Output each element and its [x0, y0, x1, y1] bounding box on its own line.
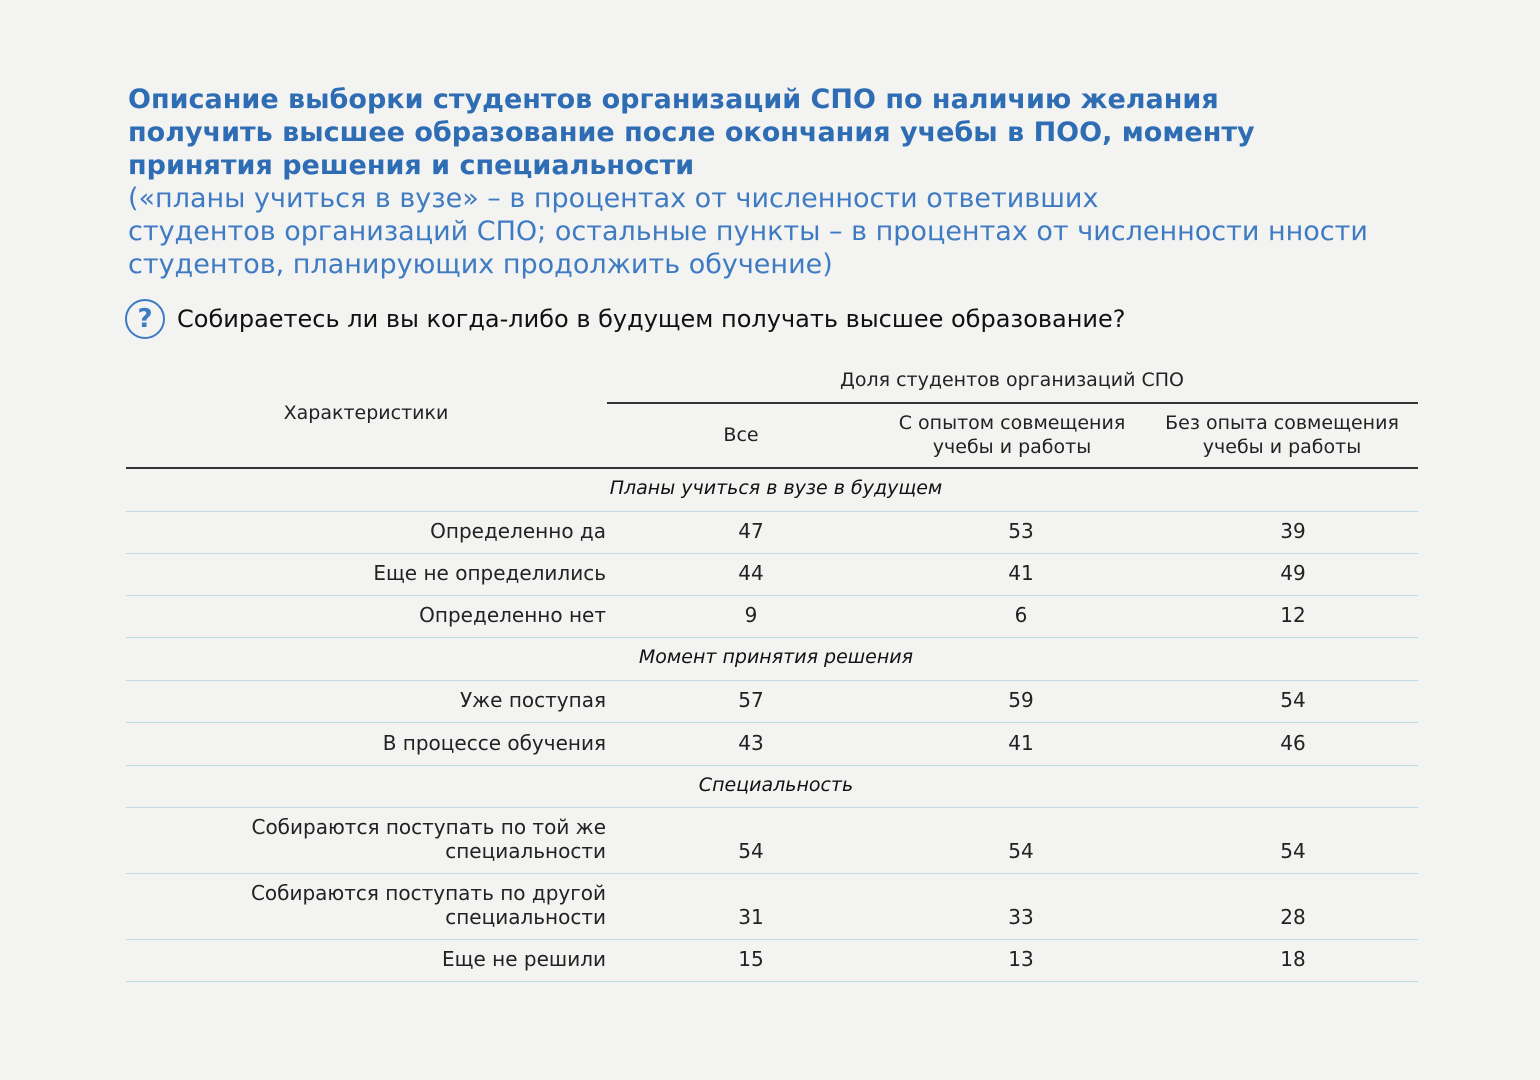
value-with-work: 13: [1008, 947, 1034, 971]
value-all: 54: [738, 839, 764, 863]
section-title: Момент принятия решения: [638, 646, 914, 668]
value-without-work: 28: [1280, 905, 1306, 929]
value-without-work: 46: [1280, 731, 1306, 755]
value-without-work: 49: [1280, 561, 1306, 585]
question: [125, 298, 1126, 340]
value-all: 47: [738, 519, 764, 543]
section-title: Планы учиться в вузе в будущем: [609, 477, 943, 499]
value-with-work: 53: [1008, 519, 1034, 543]
table-row: [126, 595, 1418, 638]
question-text: Собираетесь ли вы когда-либо в будущем получать высшее образование?: [177, 305, 1126, 333]
value-with-work: 33: [1008, 905, 1034, 929]
table-row: [126, 722, 1418, 766]
section-title: Специальность: [698, 774, 854, 796]
row-label: В процессе обучения: [382, 731, 606, 755]
page-title: Описание выборки студентов организаций СПО по наличию желания получить высшее образование после окончания учебы в ПОО, моменту принятия решения и специальности: [128, 84, 1255, 181]
table-row: [126, 939, 1418, 982]
value-without-work: 39: [1280, 519, 1306, 543]
section-row: [126, 469, 1418, 512]
row-label-line2: специальности: [445, 839, 606, 863]
col-header-all: Все: [723, 424, 759, 446]
value-with-work: 41: [1008, 731, 1034, 755]
section-row: [126, 637, 1418, 681]
value-all: 57: [738, 688, 764, 712]
table-row: [126, 680, 1418, 723]
row-label: [251, 815, 606, 863]
col-header-without-work: [1142, 411, 1422, 459]
value-all: 44: [738, 561, 764, 585]
col-header-with-work: [872, 411, 1152, 459]
table-row: [126, 807, 1418, 874]
group-header: Доля студентов организаций СПО: [839, 369, 1185, 391]
value-with-work: 41: [1008, 561, 1034, 585]
col-header-without-work-line1: Без опыта совмещения: [1165, 412, 1399, 434]
row-label-line2: специальности: [445, 905, 606, 929]
question-circle-icon: ?: [125, 299, 165, 339]
row-label: Еще не определились: [373, 561, 606, 585]
col-header-with-work-line2: учебы и работы: [932, 436, 1092, 458]
row-label-line1: Собираются поступать по той же: [251, 815, 606, 839]
page-subtitle: («планы учиться в вузе» – в процентах от численности ответивших студентов организаций СПО; остальные пункты – в процентах от численности нности студентов, планирующих продолжить обучение): [128, 183, 1368, 280]
value-all: 15: [738, 947, 764, 971]
row-label-line1: Собираются поступать по другой: [250, 881, 606, 905]
value-all: 9: [744, 603, 758, 627]
value-all: 43: [738, 731, 764, 755]
header-divider: [607, 402, 1418, 404]
value-without-work: 54: [1280, 839, 1306, 863]
row-label: Еще не решили: [442, 947, 606, 971]
table-row: [126, 873, 1418, 940]
value-all: 31: [738, 905, 764, 929]
value-without-work: 54: [1280, 688, 1306, 712]
value-without-work: 12: [1280, 603, 1306, 627]
table-row: [126, 511, 1418, 554]
row-label: Определенно да: [430, 519, 606, 543]
value-without-work: 18: [1280, 947, 1306, 971]
table-row: [126, 553, 1418, 596]
value-with-work: 59: [1008, 688, 1034, 712]
value-with-work: 54: [1008, 839, 1034, 863]
row-label: [251, 881, 606, 929]
characteristics-header: Характеристики: [283, 402, 449, 424]
row-label: Уже поступая: [459, 688, 606, 712]
value-with-work: 6: [1014, 603, 1028, 627]
col-header-without-work-line2: учебы и работы: [1202, 436, 1362, 458]
row-label: Определенно нет: [419, 603, 606, 627]
section-row: [126, 765, 1418, 808]
col-header-with-work-line1: С опытом совмещения: [898, 412, 1126, 434]
